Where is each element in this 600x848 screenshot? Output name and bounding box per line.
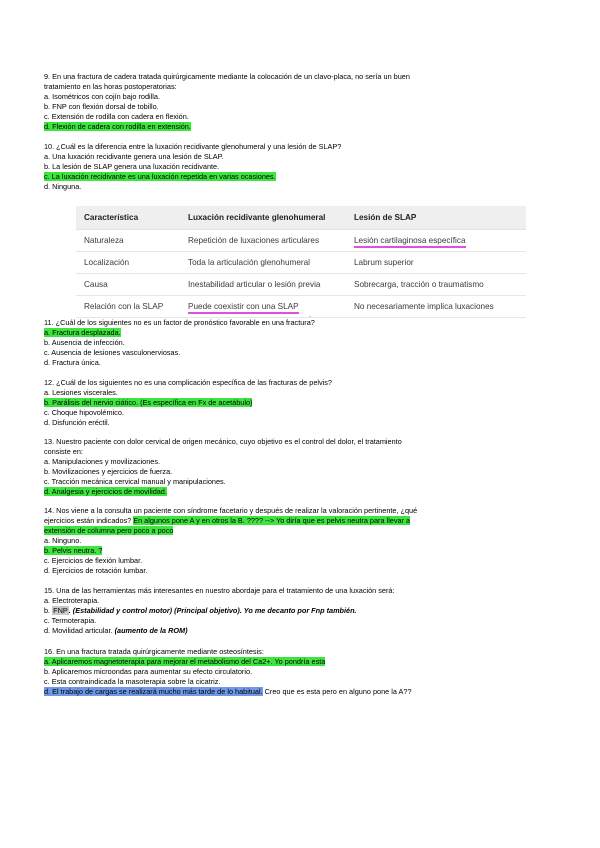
option-c: c. Extensión de rodilla con cadera en flexión. bbox=[44, 112, 189, 121]
option-d-highlighted: d. El trabajo de cargas se realizará mucho más tarde de lo habitual. bbox=[44, 687, 263, 696]
question-11 bbox=[44, 318, 566, 368]
fnp-boxed-text: FNP bbox=[53, 606, 68, 615]
underlined-text: Puede coexistir con una SLAP bbox=[188, 302, 299, 314]
table-cell: Localización bbox=[76, 252, 180, 274]
option-b: b. Aplicaremos microondas para aumentar su efecto circulatorio. bbox=[44, 667, 253, 676]
table-header-cell: Característica bbox=[76, 206, 180, 230]
table-row bbox=[76, 252, 526, 274]
table-row bbox=[76, 230, 526, 252]
table-cell bbox=[346, 230, 526, 252]
table-cell: Inestabilidad articular o lesión previa bbox=[180, 274, 346, 296]
comparison-table bbox=[76, 206, 526, 318]
option-a: a. Isométricos con cojín bajo rodilla. bbox=[44, 92, 160, 101]
option-c: c. Termoterapia. bbox=[44, 616, 97, 625]
option-c: c. Esta contraindicada la masoterapia sobre la cicatriz. bbox=[44, 677, 221, 686]
question-15-text: 15. Una de las herramientas más interesantes en nuestro abordaje para el tratamiento de una luxación será: bbox=[44, 586, 395, 595]
option-b: b. La lesión de SLAP genera una luxación recidivante. bbox=[44, 162, 220, 171]
option-b-highlighted: b. Pelvis neutra. ? bbox=[44, 546, 103, 555]
question-9 bbox=[44, 72, 566, 132]
table-cell: Naturaleza bbox=[76, 230, 180, 252]
question-16-text: 16. En una fractura tratada quirúrgicamente mediante osteosíntesis: bbox=[44, 647, 264, 656]
option-d-text: d. Movilidad articular. bbox=[44, 626, 115, 635]
table-cell: Repetición de luxaciones articulares bbox=[180, 230, 346, 252]
option-d bbox=[44, 626, 566, 636]
table-cell: Sobrecarga, tracción o traumatismo bbox=[346, 274, 526, 296]
option-d-highlighted: d. Analgesia y ejercicios de movilidad. bbox=[44, 487, 167, 496]
option-d bbox=[44, 687, 566, 697]
option-d-note: (aumento de la ROM) bbox=[114, 626, 188, 635]
table-header-row bbox=[76, 206, 526, 230]
option-c: c. Choque hipovolémico. bbox=[44, 408, 124, 417]
table-cell: No necesariamente implica luxaciones bbox=[346, 296, 526, 318]
table-cell: Relación con la SLAP bbox=[76, 296, 180, 318]
option-b bbox=[44, 606, 566, 616]
option-d: d. Ninguna. bbox=[44, 182, 82, 191]
question-9-text: 9. En una fractura de cadera tratada quirúrgicamente mediante la colocación de un clavo-placa, no sería un buen bbox=[44, 72, 410, 81]
question-13-text: 13. Nuestro paciente con dolor cervical de origen mecánico, cuyo objetivo es el control del dolor, el tratamiento bbox=[44, 437, 402, 446]
question-10-text: 10. ¿Cuál es la diferencia entre la luxación recidivante glenohumeral y una lesión de SLAP? bbox=[44, 142, 342, 151]
table-cell bbox=[180, 296, 346, 318]
option-b-note: . (Estabilidad y control motor) (Principal objetivo). Yo me decanto por Fnp también. bbox=[68, 606, 357, 615]
question-9-text-cont: tratamiento en las horas postoperatorias: bbox=[44, 82, 177, 91]
option-d: d. Fractura única. bbox=[44, 358, 101, 367]
option-a-highlighted: a. Fractura desplazada. bbox=[44, 328, 121, 337]
option-b: b. FNP con flexión dorsal de tobillo. bbox=[44, 102, 159, 111]
table-row bbox=[76, 296, 526, 318]
table-cell: Causa bbox=[76, 274, 180, 296]
question-12 bbox=[44, 378, 566, 428]
question-14-text-cont: ejercicios están indicados? bbox=[44, 516, 134, 525]
option-c-highlighted: c. La luxación recidivante es una luxación repetida en varias ocasiones. bbox=[44, 172, 276, 181]
question-16 bbox=[44, 647, 566, 697]
option-d: d. Disfunción eréctil. bbox=[44, 418, 110, 427]
option-a-highlighted: a. Aplicaremos magnetoterapia para mejorar el metabolismo del Ca2+. Yo pondría esta bbox=[44, 657, 326, 666]
question-14 bbox=[44, 506, 566, 576]
question-13-text-cont: consiste en: bbox=[44, 447, 83, 456]
option-a: a. Electroterapia. bbox=[44, 596, 100, 605]
question-11-text: 11. ¿Cuál de los siguientes no es un factor de pronóstico favorable en una fractura? bbox=[44, 318, 315, 327]
option-a: a. Manipulaciones y movilizaciones. bbox=[44, 457, 160, 466]
option-b: b. Movilizaciones y ejercicios de fuerza. bbox=[44, 467, 173, 476]
student-note-highlighted: En algunos pone A y en otros la B. ???? --> Yo diría que es pelvis neutra para llevar a bbox=[133, 516, 411, 525]
question-12-text: 12. ¿Cuál de los siguientes no es una complicación específica de las fracturas de pelvis? bbox=[44, 378, 332, 387]
option-b-prefix: b. bbox=[44, 606, 53, 615]
option-d-highlighted: d. Flexión de cadera con rodilla en extensión. bbox=[44, 122, 191, 131]
option-a: a. Una luxación recidivante genera una lesión de SLAP. bbox=[44, 152, 224, 161]
student-note-highlighted-cont: extensión de columna pero poco a poco bbox=[44, 526, 174, 535]
option-c: c. Tracción mecánica cervical manual y manipulaciones. bbox=[44, 477, 226, 486]
option-b: b. Ausencia de infección. bbox=[44, 338, 125, 347]
underlined-text: Lesión cartilaginosa específica bbox=[354, 236, 466, 248]
option-c: c. Ejercicios de flexión lumbar. bbox=[44, 556, 143, 565]
option-a: a. Lesiones viscerales. bbox=[44, 388, 118, 397]
question-13 bbox=[44, 437, 566, 497]
question-10 bbox=[44, 142, 566, 192]
table-cell: Labrum superior bbox=[346, 252, 526, 274]
table-header-cell: Luxación recidivante glenohumeral bbox=[180, 206, 346, 230]
option-d: d. Ejercicios de rotación lumbar. bbox=[44, 566, 148, 575]
table-row bbox=[76, 274, 526, 296]
option-a: a. Ninguno. bbox=[44, 536, 82, 545]
option-c: c. Ausencia de lesiones vasculonerviosas. bbox=[44, 348, 181, 357]
table-header-cell: Lesión de SLAP bbox=[346, 206, 526, 230]
option-b-highlighted: b. Parálisis del nervio ciático. (Es específica en Fx de acetábulo) bbox=[44, 398, 253, 407]
question-15 bbox=[44, 586, 566, 636]
question-14-text: 14. Nos viene a la consulta un paciente con síndrome facetario y después de realizar la valoración pertinente, ¿qué bbox=[44, 506, 418, 515]
student-note: Creo que es esta pero en alguno pone la A?? bbox=[262, 687, 412, 696]
table-cell: Toda la articulación glenohumeral bbox=[180, 252, 346, 274]
stray-dot: . bbox=[309, 312, 311, 319]
